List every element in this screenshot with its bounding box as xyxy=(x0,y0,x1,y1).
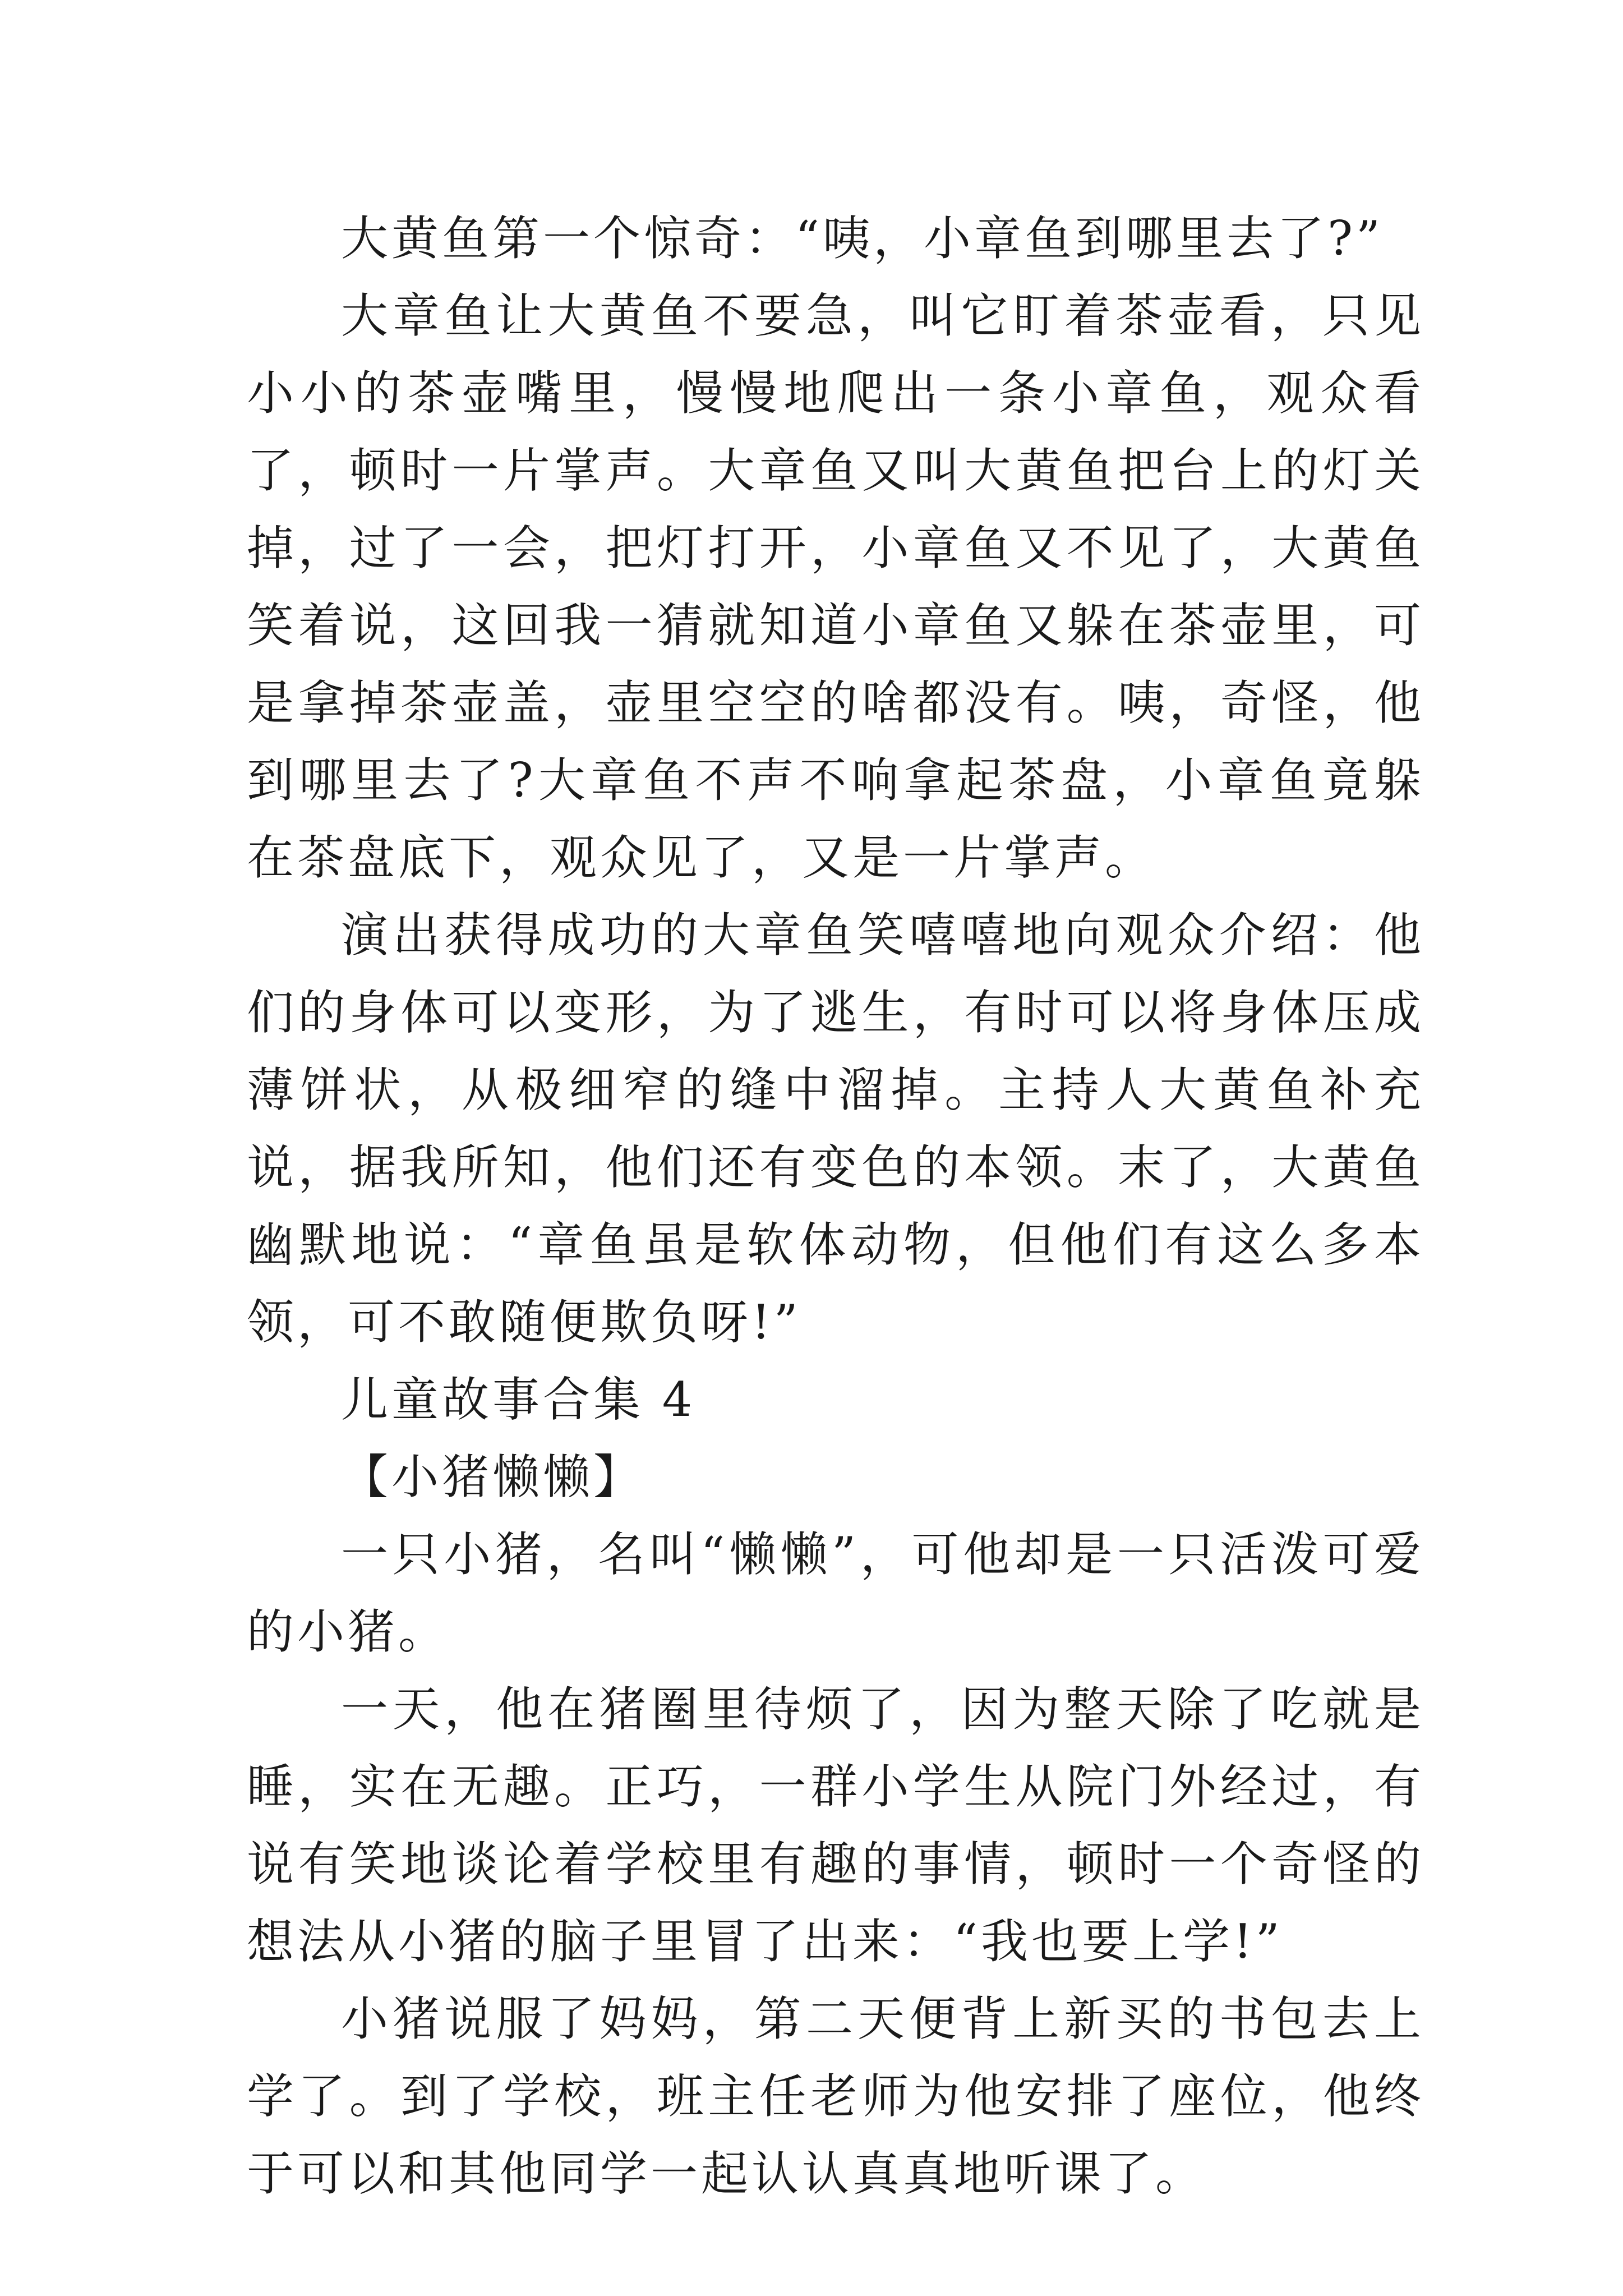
section-heading-story-4: 儿童故事合集 4 xyxy=(341,1372,696,1427)
body-text xyxy=(247,200,1424,2212)
paragraph-octopus-abilities: 演出获得成功的大章鱼笑嘻嘻地向观众介绍：他们的身体可以变形，为了逃生，有时可以将身体压成薄饼状，从极细窄的缝中溜掉。主持人大黄鱼补充说，据我所知，他们还有变色的本领。末了，大黄鱼幽默地说：“章鱼虽是软体动物，但他们有这么多本领，可不敢随便欺负呀!” xyxy=(247,908,1424,1350)
paragraph-pig-wants-school: 一天，他在猪圈里待烦了，因为整天除了吃就是睡，实在无趣。正巧，一群小学生从院门外经过，有说有笑地谈论着学校里有趣的事情，顿时一个奇怪的想法从小猪的脑子里冒了出来：“我也要上学!” xyxy=(247,1682,1424,1969)
story-title-lazy-pig: 【小猪懒懒】 xyxy=(341,1450,644,1504)
paragraph-octopus-magic-show: 大章鱼让大黄鱼不要急，叫它盯着茶壶看，只见小小的茶壶嘴里，慢慢地爬出一条小章鱼，观众看了，顿时一片掌声。大章鱼又叫大黄鱼把台上的灯关掉，过了一会，把灯打开，小章鱼又不见了，大黄鱼笑着说，这回我一猜就知道小章鱼又躲在茶壶里，可是拿掉茶壶盖，壶里空空的啥都没有。咦，奇怪，他到哪里去了?大章鱼不声不响拿起茶盘，小章鱼竟躲在茶盘底下，观众见了，又是一片掌声。 xyxy=(247,288,1424,885)
paragraph-pig-intro: 一只小猪，名叫“懒懒”，可他却是一只活泼可爱的小猪。 xyxy=(247,1527,1424,1659)
paragraph-yellow-fish-surprise: 大黄鱼第一个惊奇：“咦，小章鱼到哪里去了?” xyxy=(341,211,1384,266)
paragraph-pig-goes-to-school: 小猪说服了妈妈，第二天便背上新买的书包去上学了。到了学校，班主任老师为他安排了座位，他终于可以和其他同学一起认认真真地听课了。 xyxy=(247,1991,1424,2201)
